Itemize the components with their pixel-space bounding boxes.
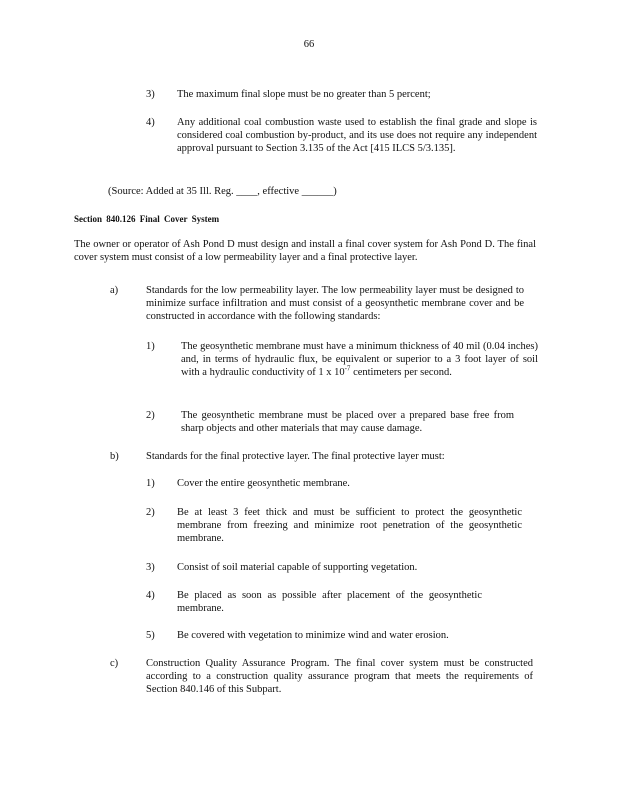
item-text: Standards for the final protective layer. The final protective layer must: xyxy=(146,451,445,462)
subitem-text-part: The geosynthetic membrane must have a minimum thickness of 40 mil (0.04 inches) and, in terms of hydraulic flux, be equivalent or superior to a 3 foot layer of soil with a hydraulic conductivity of 1 x 10 xyxy=(181,341,538,378)
page-number: 66 xyxy=(303,39,315,50)
subitem-number: 4) xyxy=(146,590,155,601)
subitem-text: Consist of soil material capable of supporting vegetation. xyxy=(177,562,418,573)
subitem-text: Be covered with vegetation to minimize wind and water erosion. xyxy=(177,630,449,641)
subitem-number: 5) xyxy=(146,630,155,641)
subitem-text: The geosynthetic membrane must be placed over a prepared base free from sharp objects and other materials that may cause damage. xyxy=(181,410,514,434)
exponent: -7 xyxy=(344,364,351,373)
item-text: Any additional coal combustion waste used to establish the final grade and slope is considered coal combustion by-product, and its use does not require any independent approval pursuant to Section 3.135 of the Act [415 ILCS 5/3.135]. xyxy=(177,117,537,154)
subitem-number: 2) xyxy=(146,410,155,421)
subitem-text-part: centimeters per second. xyxy=(350,367,452,378)
item-number: b) xyxy=(110,451,119,462)
subitem-number: 1) xyxy=(146,341,155,352)
subitem-number: 3) xyxy=(146,562,155,573)
item-number: 3) xyxy=(146,89,155,100)
item-text: Construction Quality Assurance Program. The final cover system must be constructed according to a construction quality assurance program that meets the requirements of Section 840.146 of this Subpart. xyxy=(146,658,533,695)
intro-paragraph: The owner or operator of Ash Pond D must design and install a final cover system for Ash Pond D. The final cover system must consist of a low permeability layer and a final protective layer. xyxy=(74,239,536,263)
subitem-number: 1) xyxy=(146,478,155,489)
subitem-text: Be placed as soon as possible after placement of the geosynthetic membrane. xyxy=(177,590,482,614)
item-number: c) xyxy=(110,658,119,669)
item-number: a) xyxy=(110,285,119,296)
subitem-text: Cover the entire geosynthetic membrane. xyxy=(177,478,350,489)
subitem-text xyxy=(181,340,538,379)
item-number: 4) xyxy=(146,117,155,128)
item-text: The maximum final slope must be no greater than 5 percent; xyxy=(177,89,431,100)
section-heading: Section 840.126 Final Cover System xyxy=(74,214,220,224)
item-text: Standards for the low permeability layer. The low permeability layer must be designed to minimize surface infiltration and must consist of a geosynthetic membrane cover and be constructed in accordance with the following standards: xyxy=(146,285,524,322)
subitem-text: Be at least 3 feet thick and must be sufficient to protect the geosynthetic membrane from freezing and minimize root penetration of the geosynthetic membrane. xyxy=(177,507,522,544)
subitem-number: 2) xyxy=(146,507,155,518)
source-note: (Source: Added at 35 Ill. Reg. ____, effective ______) xyxy=(108,186,337,197)
